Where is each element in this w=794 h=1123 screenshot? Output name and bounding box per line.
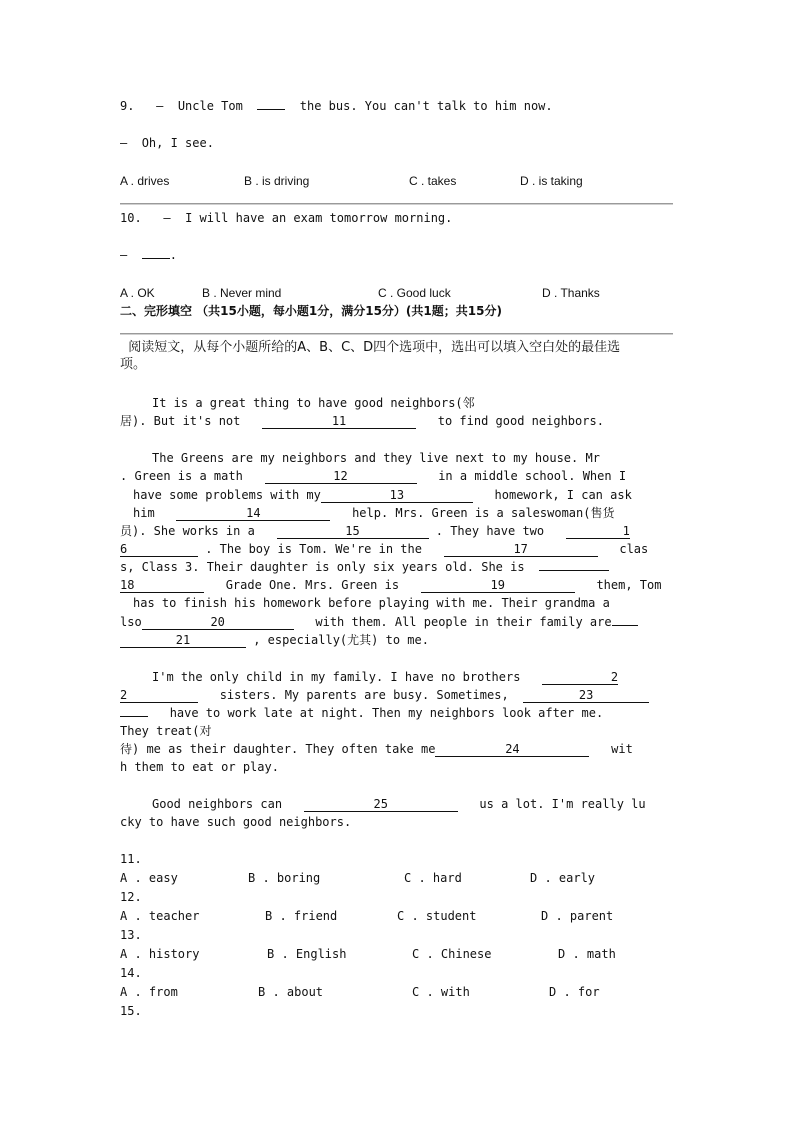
blank-16-part-1[interactable]: 1 bbox=[566, 524, 630, 539]
passage-text: have to work late at night. Then my neighbors look after me. bbox=[169, 706, 604, 720]
choice-14-number: 14. bbox=[120, 966, 142, 980]
passage-line bbox=[120, 413, 604, 429]
blank-15[interactable]: 15 bbox=[277, 524, 429, 539]
blank-23-part-2[interactable] bbox=[120, 716, 148, 717]
divider bbox=[120, 333, 673, 335]
passage-text: 待) me as their daughter. They often take me bbox=[120, 742, 436, 756]
passage-text: homework, I can ask bbox=[494, 488, 632, 502]
blank-17[interactable]: 17 bbox=[444, 542, 598, 557]
blank-21-part-2[interactable]: 21 bbox=[120, 633, 246, 648]
dash: — bbox=[120, 248, 128, 262]
option-c[interactable]: C . with bbox=[412, 985, 470, 999]
passage-line bbox=[120, 577, 661, 593]
blank-23-part-1[interactable]: 23 bbox=[523, 688, 649, 703]
blank-16-part-2[interactable]: 6 bbox=[120, 542, 198, 557]
question-10-reply bbox=[120, 247, 177, 263]
blank-19[interactable]: 19 bbox=[421, 578, 575, 593]
blank-14[interactable]: 14 bbox=[176, 506, 330, 521]
passage-text: sisters. My parents are busy. Sometimes, bbox=[219, 688, 509, 702]
question-9-text-b: the bus. You can't talk to him now. bbox=[299, 99, 553, 113]
passage-line bbox=[133, 487, 632, 503]
blank-20[interactable]: 20 bbox=[142, 615, 294, 630]
passage-text: them, Tom bbox=[596, 578, 662, 592]
passage-line bbox=[120, 541, 648, 557]
passage-text: us a lot. I'm really lu bbox=[479, 797, 646, 811]
passage-text: 员). She works in a bbox=[120, 524, 255, 538]
passage-line: It is a great thing to have good neighbors(邻 bbox=[152, 396, 475, 410]
question-9-number: 9. bbox=[120, 99, 135, 113]
passage-text: . They have two bbox=[435, 524, 545, 538]
question-10-number: 10. bbox=[120, 211, 142, 225]
passage-text: him bbox=[133, 506, 155, 520]
passage-text: Grade One. Mrs. Green is bbox=[225, 578, 400, 592]
passage-text: to find good neighbors. bbox=[437, 414, 604, 428]
passage-text: . Green is a math bbox=[120, 469, 243, 483]
passage-text: have some problems with my bbox=[133, 488, 321, 502]
blank-24[interactable]: 24 bbox=[435, 742, 589, 757]
blank-22-part-2[interactable]: 2 bbox=[120, 688, 198, 703]
option-c[interactable]: C . hard bbox=[404, 871, 462, 885]
passage-text: , especially(尤其) to me. bbox=[253, 633, 429, 647]
option-a[interactable]: A . from bbox=[120, 985, 178, 999]
option-d[interactable]: D . is taking bbox=[520, 174, 583, 188]
answer-blank[interactable] bbox=[142, 258, 170, 259]
section-2-instruction-cont: 项。 bbox=[120, 357, 147, 372]
question-10-stem bbox=[120, 210, 452, 226]
passage-line bbox=[120, 687, 649, 703]
passage-text: in a middle school. When I bbox=[438, 469, 627, 483]
passage-line bbox=[120, 705, 603, 721]
option-c[interactable]: C . Good luck bbox=[378, 286, 451, 300]
passage-text: I'm the only child in my family. I have no brothers bbox=[152, 670, 521, 684]
section-2-instruction bbox=[120, 340, 620, 356]
passage-line: The Greens are my neighbors and they live next to my house. Mr bbox=[152, 451, 600, 465]
option-d[interactable]: D . math bbox=[558, 947, 616, 961]
passage-text: with them. All people in their family are bbox=[315, 615, 612, 629]
passage-text: wit bbox=[611, 742, 633, 756]
passage-line: has to finish his homework before playing with me. Their grandma a bbox=[133, 596, 610, 610]
option-d[interactable]: D . Thanks bbox=[542, 286, 600, 300]
choice-13-number: 13. bbox=[120, 928, 142, 942]
option-b[interactable]: B . is driving bbox=[244, 174, 310, 188]
passage-line bbox=[120, 632, 429, 648]
blank-25[interactable]: 25 bbox=[304, 797, 458, 812]
instruction-line-1: 阅读短文，从每个小题所给的A、B、C、D四个选项中，选出可以填入空白处的最佳选 bbox=[128, 340, 621, 355]
dash: — bbox=[120, 136, 128, 150]
choice-11-number: 11. bbox=[120, 852, 142, 866]
option-a[interactable]: A . OK bbox=[120, 286, 155, 300]
option-a[interactable]: A . drives bbox=[120, 174, 170, 188]
passage-line bbox=[120, 559, 609, 575]
option-a[interactable]: A . easy bbox=[120, 871, 178, 885]
passage-line bbox=[133, 505, 614, 521]
section-2-title: 二、完形填空 （共15小题，每小题1分，满分15分）(共1题；共15分) bbox=[120, 304, 502, 318]
passage-text: 居). But it's not bbox=[120, 414, 241, 428]
blank-13[interactable]: 13 bbox=[321, 488, 473, 503]
option-d[interactable]: D . for bbox=[549, 985, 600, 999]
blank-12[interactable]: 12 bbox=[265, 469, 417, 484]
choice-12-number: 12. bbox=[120, 890, 142, 904]
option-b[interactable]: B . English bbox=[267, 947, 347, 961]
answer-blank[interactable] bbox=[257, 109, 285, 110]
question-9-stem bbox=[120, 98, 553, 114]
blank-22-part-1[interactable]: 2 bbox=[542, 670, 618, 685]
passage-line bbox=[120, 523, 630, 539]
blank-21-part-1[interactable] bbox=[612, 625, 638, 626]
passage-text: lso bbox=[120, 615, 142, 629]
question-9-text-a: Uncle Tom bbox=[177, 99, 243, 113]
option-a[interactable]: A . history bbox=[120, 947, 200, 961]
passage-text: help. Mrs. Green is a saleswoman(售货 bbox=[352, 506, 615, 520]
choice-15-number: 15. bbox=[120, 1004, 142, 1018]
reply-text: . bbox=[169, 248, 177, 262]
blank-18-part-1[interactable] bbox=[539, 570, 609, 571]
option-d[interactable]: D . parent bbox=[541, 909, 614, 923]
passage-line bbox=[120, 468, 626, 484]
option-c[interactable]: C . student bbox=[397, 909, 477, 923]
passage-text: s, Class 3. Their daughter is only six years old. She is bbox=[120, 560, 525, 574]
passage-line bbox=[120, 741, 633, 757]
option-b[interactable]: B . friend bbox=[265, 909, 338, 923]
reply-text: Oh, I see. bbox=[141, 136, 214, 150]
passage-line bbox=[152, 669, 618, 685]
passage-line bbox=[120, 614, 638, 630]
passage-line: They treat(对 bbox=[120, 724, 212, 738]
passage-text: Good neighbors can bbox=[152, 797, 283, 811]
option-c[interactable]: C . Chinese bbox=[412, 947, 492, 961]
option-b[interactable]: B . Never mind bbox=[202, 286, 282, 300]
option-b[interactable]: B . about bbox=[258, 985, 324, 999]
passage-line: h them to eat or play. bbox=[120, 760, 279, 774]
dash: — bbox=[163, 211, 171, 225]
divider bbox=[120, 203, 673, 205]
question-10-text: I will have an exam tomorrow morning. bbox=[185, 211, 453, 225]
option-c[interactable]: C . takes bbox=[409, 174, 457, 188]
passage-line: cky to have such good neighbors. bbox=[120, 815, 352, 829]
option-b[interactable]: B . boring bbox=[248, 871, 321, 885]
blank-18-part-2[interactable]: 18 bbox=[120, 578, 204, 593]
option-a[interactable]: A . teacher bbox=[120, 909, 200, 923]
option-d[interactable]: D . early bbox=[530, 871, 596, 885]
blank-11[interactable]: 11 bbox=[262, 414, 416, 429]
passage-text: clas bbox=[619, 542, 649, 556]
passage-text: . The boy is Tom. We're in the bbox=[205, 542, 422, 556]
question-9-reply bbox=[120, 135, 214, 151]
dash: — bbox=[156, 99, 164, 113]
passage-line bbox=[152, 796, 646, 812]
